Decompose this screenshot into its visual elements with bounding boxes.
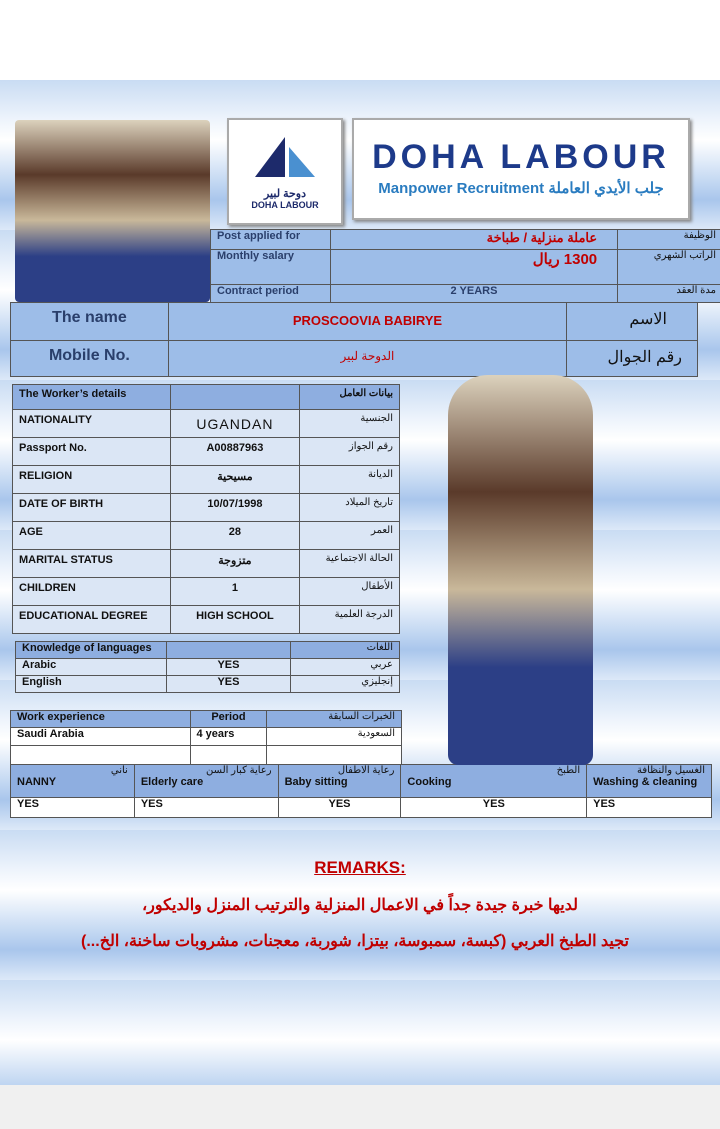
label: Work experience xyxy=(11,711,191,728)
skill-value: YES xyxy=(134,798,278,818)
salary-row xyxy=(211,250,720,285)
value: متزوجة xyxy=(170,550,300,578)
label: The name xyxy=(11,303,169,341)
skill-value: YES xyxy=(587,798,712,818)
worker-name: PROSCOOVIA BABIRYE xyxy=(168,303,566,341)
label: Passport No. xyxy=(13,438,171,466)
remarks-line-1: لديها خبرة جيدة جداً في الاعمال المنزلية والترتيب المنزل والديكور، xyxy=(142,897,578,914)
value: HIGH SCHOOL xyxy=(170,606,300,634)
label-ar: إنجليزي xyxy=(291,676,400,693)
label-ar: اللغات xyxy=(291,642,400,659)
experience-table xyxy=(10,710,402,765)
details-table xyxy=(12,384,400,634)
label-ar: عربي xyxy=(291,659,400,676)
detail-row xyxy=(13,578,400,606)
small-logo xyxy=(227,118,343,225)
skill-header xyxy=(134,765,278,798)
skill-value: YES xyxy=(11,798,135,818)
value: YES xyxy=(166,676,291,693)
skill-ar: الغسيل والنظافة xyxy=(636,765,705,776)
post-row xyxy=(211,230,720,250)
label: EDUCATIONAL DEGREE xyxy=(13,606,171,634)
worker-portrait-photo xyxy=(15,120,210,302)
remarks-title: REMARKS: xyxy=(314,858,406,877)
value: عاملة منزلية / طباخة xyxy=(330,230,617,250)
skill-ar: رعاية كبار السن xyxy=(206,765,272,776)
value: YES xyxy=(166,659,291,676)
logo-arabic-text: دوحة لبير xyxy=(263,188,307,200)
logo-title: DOHA LABOUR xyxy=(372,138,670,176)
label: CHILDREN xyxy=(13,578,171,606)
detail-row xyxy=(13,410,400,438)
detail-row xyxy=(13,494,400,522)
label: Mobile No. xyxy=(11,341,169,377)
logo-english-text: DOHA LABOUR xyxy=(251,200,319,210)
label: AGE xyxy=(13,522,171,550)
footer-strip xyxy=(0,1085,720,1129)
languages-table xyxy=(15,641,400,693)
identity-table xyxy=(10,302,698,377)
value: 10/07/1998 xyxy=(170,494,300,522)
skill-ar: الطبخ xyxy=(556,765,581,776)
label-ar: الأطفال xyxy=(300,578,400,606)
label: NATIONALITY xyxy=(13,410,171,438)
label: RELIGION xyxy=(13,466,171,494)
value: UGANDAN xyxy=(170,410,300,438)
detail-row xyxy=(13,438,400,466)
country: Saudi Arabia xyxy=(11,728,191,746)
label: DATE OF BIRTH xyxy=(13,494,171,522)
label: MARITAL STATUS xyxy=(13,550,171,578)
detail-row xyxy=(13,606,400,634)
sail-logo-icon xyxy=(245,132,325,182)
label-ar: الدرجة العلمية xyxy=(300,606,400,634)
detail-row xyxy=(13,466,400,494)
skill-ar: ناني xyxy=(110,765,128,776)
value: 1 xyxy=(170,578,300,606)
detail-row xyxy=(13,522,400,550)
language-row xyxy=(16,676,400,693)
skill-label: NANNY xyxy=(17,776,57,788)
post-table xyxy=(210,229,720,303)
remarks-line-2: تجيد الطبخ العربي (كبسة، سمبوسة، بيتزا، شوربة، معجنات، مشروبات ساخنة، الخ...) xyxy=(81,933,629,950)
logo-subtitle: Manpower Recruitment xyxy=(378,180,545,197)
label-ar: رقم الجواز xyxy=(300,438,400,466)
worker-full-photo xyxy=(448,375,593,765)
label-ar: الراتب الشهري xyxy=(618,250,720,285)
label-ar: الجنسية xyxy=(300,410,400,438)
value: A00887963 xyxy=(170,438,300,466)
label-ar: الوظيفة xyxy=(618,230,720,250)
label: Contract period xyxy=(211,285,331,303)
skill-header xyxy=(11,765,135,798)
skill-label: Washing & cleaning xyxy=(593,776,698,788)
skill-value: YES xyxy=(401,798,587,818)
skill-header xyxy=(401,765,587,798)
label: The Worker’s details xyxy=(13,385,171,410)
label-ar: العمر xyxy=(300,522,400,550)
skills-table xyxy=(10,764,712,818)
value: مسيحية xyxy=(170,466,300,494)
mobile-value: الدوحة لبير xyxy=(168,341,566,377)
label: English xyxy=(16,676,167,693)
big-logo xyxy=(352,118,690,220)
logo-subtitle-ar: جلب الأيدي العاملة xyxy=(548,180,664,197)
country-ar: السعودية xyxy=(267,728,402,746)
label-ar: بيانات العامل xyxy=(300,385,400,410)
value: 1300 ريال xyxy=(330,250,617,285)
experience-row xyxy=(11,728,402,746)
skill-label: Baby sitting xyxy=(284,776,348,788)
skill-value: YES xyxy=(278,798,401,818)
period: 4 years xyxy=(190,728,267,746)
label-ar: الحالة الاجتماعية xyxy=(300,550,400,578)
skill-ar: رعاية الاطفال xyxy=(337,765,395,776)
skill-label: Cooking xyxy=(407,776,452,788)
language-row xyxy=(16,659,400,676)
label-ar: رقم الجوال xyxy=(567,341,698,377)
skill-header xyxy=(278,765,401,798)
label: Post applied for xyxy=(211,230,331,250)
skill-header xyxy=(587,765,712,798)
label-ar: الديانة xyxy=(300,466,400,494)
label: Knowledge of languages xyxy=(16,642,167,659)
contract-row xyxy=(211,285,720,303)
experience-row-empty xyxy=(11,746,402,765)
period-header: Period xyxy=(190,711,267,728)
label: Monthly salary xyxy=(211,250,331,285)
label-ar: مدة العقد xyxy=(618,285,720,303)
name-row xyxy=(11,303,698,341)
value: 2 YEARS xyxy=(330,285,617,303)
mobile-row xyxy=(11,341,698,377)
label-ar: الخبرات السابقة xyxy=(267,711,402,728)
label: Arabic xyxy=(16,659,167,676)
skill-label: Elderly care xyxy=(140,776,204,788)
detail-row xyxy=(13,550,400,578)
label-ar: تاريخ الميلاد xyxy=(300,494,400,522)
label-ar: الاسم xyxy=(567,303,698,341)
value: 28 xyxy=(170,522,300,550)
